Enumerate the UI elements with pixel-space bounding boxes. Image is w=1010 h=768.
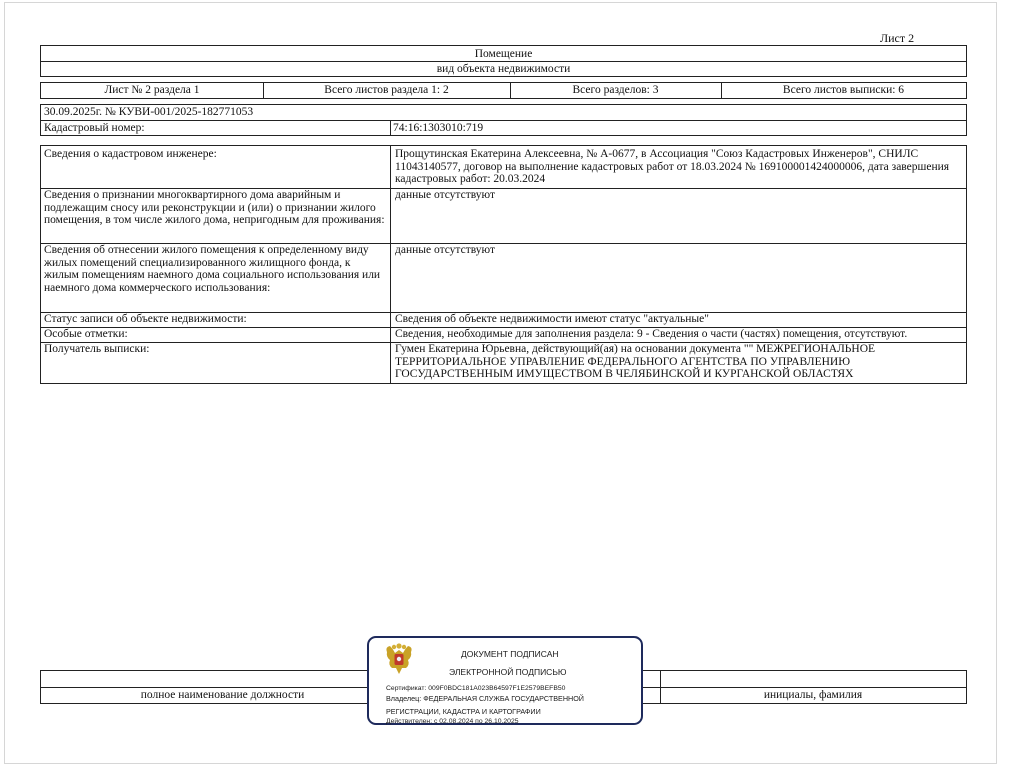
row-label-emergency: Сведения о признании многоквартирного дома аварийным и подлежащим сносу или реконструкции и (или) о признании жилого помещения, в том числе жилого дома, непригодным для проживания: xyxy=(44,189,385,226)
object-type-name: Помещение xyxy=(474,48,533,60)
extract-reference: 30.09.2025г. № КУВИ-001/2025-182771053 xyxy=(44,106,254,118)
row-value-status: Сведения об объекте недвижимости имеют статус "актуальные" xyxy=(395,313,709,325)
table-row xyxy=(41,327,966,342)
row-label-specialized: Сведения об отнесении жилого помещения к определенному виду жилых помещений специализированного жилищного фонда, к жилым помещениям наемного дома социального использования или наемного дома коммерческого использования: xyxy=(44,244,381,294)
electronic-signature-stamp xyxy=(367,636,643,725)
stamp-owner-line2: РЕГИСТРАЦИИ, КАДАСТРА И КАРТОГРАФИИ xyxy=(386,707,541,716)
stamp-line-signed: ДОКУМЕНТ ПОДПИСАН xyxy=(461,649,559,659)
table-row xyxy=(41,243,966,312)
sheet-number: Лист 2 xyxy=(880,31,915,45)
cadastral-number: 74:16:1303010:719 xyxy=(393,122,484,134)
total-sheets-extract: Всего листов выписки: 6 xyxy=(782,84,905,96)
details-table xyxy=(40,145,967,384)
object-type-subtitle: вид объекта недвижимости xyxy=(436,63,571,75)
row-value-special-marks: Сведения, необходимые для заполнения раздела: 9 - Сведения о части (частях) помещения, отсутствуют. xyxy=(395,328,908,340)
stamp-validity: Действителен: с 02.08.2024 по 26.10.2025 xyxy=(386,718,519,725)
total-sections: Всего разделов: 3 xyxy=(572,84,659,96)
table-row xyxy=(41,188,966,243)
sheet-info-box xyxy=(40,82,967,99)
row-label-recipient: Получатель выписки: xyxy=(44,343,150,355)
row-label-status: Статус записи об объекте недвижимости: xyxy=(44,313,247,325)
extract-ref-box xyxy=(40,104,967,136)
table-row xyxy=(41,312,966,327)
total-sheets-section: Всего листов раздела 1: 2 xyxy=(324,84,449,96)
coat-of-arms-icon xyxy=(384,643,414,677)
sheet-of-section: Лист № 2 раздела 1 xyxy=(104,84,200,96)
row-value-recipient: Гумен Екатерина Юрьевна, действующий(ая) на основании документа "" МЕЖРЕГИОНАЛЬНОЕ ТЕРРИТОРИАЛЬНОЕ УПРАВЛЕНИЕ ФЕДЕРАЛЬНОГО АГЕНТСТВА ПО УПРАВЛЕНИЮ ГОСУДАРСТВЕННЫМ ИМУЩЕСТВОМ В ЧЕЛЯБИНСКОЙ И КУРГАНСКОЙ ОБЛАСТЯХ xyxy=(395,343,876,380)
row-value-specialized: данные отсутствуют xyxy=(395,244,495,256)
stamp-line-electronic: ЭЛЕКТРОННОЙ ПОДПИСЬЮ xyxy=(449,667,567,677)
stamp-certificate: Сертификат: 009F0BDC181A023B64597F1E2579BEFB50 xyxy=(386,685,566,692)
position-label: полное наименование должности xyxy=(140,689,305,701)
table-row xyxy=(41,146,966,188)
row-value-emergency: данные отсутствуют xyxy=(395,189,495,201)
row-label-engineer: Сведения о кадастровом инженере: xyxy=(44,148,217,160)
cadastral-label: Кадастровый номер: xyxy=(44,122,145,134)
table-row xyxy=(41,342,966,385)
name-label: инициалы, фамилия xyxy=(763,689,863,701)
row-label-special-marks: Особые отметки: xyxy=(44,328,128,340)
stamp-owner-line1: Владелец: ФЕДЕРАЛЬНАЯ СЛУЖБА ГОСУДАРСТВЕННОЙ xyxy=(386,694,584,703)
object-type-box xyxy=(40,45,967,77)
row-value-engineer: Прощутинская Екатерина Алексеевна, № А-0677, в Ассоциация "Союз Кадастровых Инженеров", СНИЛС 11043140577, договор на выполнение кадастровых работ от 18.03.2024 № 169100001424000006, дата завершения кадастровых работ: 20.03.2024 xyxy=(395,148,950,185)
